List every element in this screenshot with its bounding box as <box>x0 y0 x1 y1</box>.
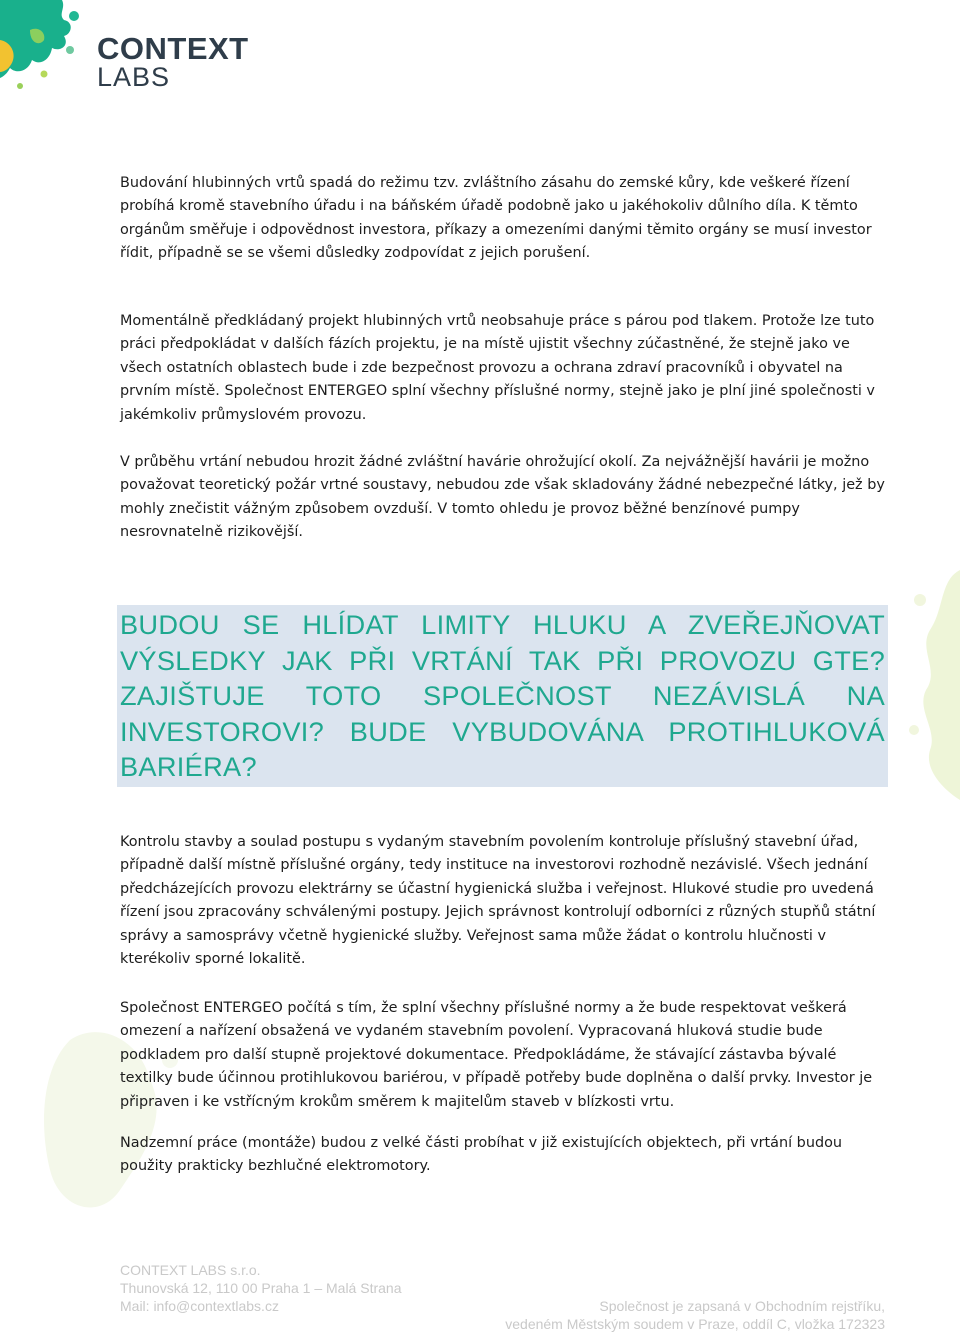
footer-mail: Mail: info@contextlabs.cz <box>120 1298 279 1314</box>
paragraph-block-4 <box>120 831 888 971</box>
logo-text-labs: LABS <box>97 62 171 92</box>
paragraph: Momentálně předkládaný projekt hlubinných vrtů neobsahuje práce s párou pod tlakem. Protože lze tuto práci předpokládat v dalších fázích projektu, je na místě ujistit všechny zúčastněné, že stejně jako ve všech ostatních oblastech bude i zde bezpečnost provozu a ochrana zdraví pracovníků i obyvatel na prvním místě. Společnost ENTERGEO splní všechny příslušné normy, stejně jako je plní jiné společnosti v jakémkoliv průmyslovém provozu. <box>120 313 875 423</box>
footer-address: Thunovská 12, 110 00 Praha 1 – Malá Strana <box>120 1280 402 1296</box>
footer-registry <box>505 1297 885 1333</box>
footer-contact <box>120 1261 401 1315</box>
paragraph: Společnost ENTERGEO počítá s tím, že splní všechny příslušné normy a že bude respektovat veškerá omezení a nařízení obsažená ve vydaném stavebním povolení. Vypracovaná hluková studie bude podkladem pro další stupně projektové dokumentace. Předpokládáme, že stávající zástavba bývalé textilky bude účinnou protihlukovou bariérou, v případě potřeby bude doplněna o další prvky. Investor je připraven i ke vstřícným krokům směrem k majitelům staveb v blízkosti vrtu. <box>120 1000 873 1110</box>
paragraph-block-5 <box>120 997 888 1114</box>
paragraph-block-6 <box>120 1132 888 1179</box>
company-logo <box>97 33 249 91</box>
paragraph-block-1 <box>120 172 888 266</box>
paragraph-block-3 <box>120 451 888 545</box>
paint-splash-right-icon <box>900 560 960 820</box>
logo-text-context: CONTEXT <box>97 31 249 66</box>
section-heading: BUDOU SE HLÍDAT LIMITY HLUKU A ZVEŘEJŇOVAT VÝSLEDKY JAK PŘI VRTÁNÍ TAK PŘI PROVOZU GTE? ZAJIŠTUJE TOTO SPOLEČNOST NEZÁVISLÁ NA INVESTOROVI? BUDE VYBUDOVÁNA PROTIHLUKOVÁ BARIÉRA? <box>120 609 885 782</box>
paragraph: Nadzemní práce (montáže) budou z velké části probíhat v již existujících objektech, při vrtání budou použity prakticky bezhlučné elektromotory. <box>120 1135 842 1175</box>
paragraph: Budování hlubinných vrtů spadá do režimu tzv. zvláštního zásahu do zemské kůry, kde veškeré řízení probíhá kromě stavebního úřadu i na báňském úřadě podobně jako u jakéhokoliv důlního díla. K těmto orgánům směřuje i odpovědnost investora, příkazy a omezeními danými těmito orgány se musí investor řídit, případně se se všemi důsledky zodpovídat z jejich porušení. <box>120 175 872 262</box>
footer-registry-line2: vedeném Městským soudem v Praze, oddíl C, vložka 172323 <box>505 1316 885 1332</box>
paint-splash-logo-icon <box>0 0 100 100</box>
paragraph-block-2 <box>120 310 888 427</box>
paragraph: V průběhu vrtání nebudou hrozit žádné zvláštní havárie ohrožující okolí. Za nejvážnější havárii je možno považovat teoretický požár vrtné soustavy, nebudou zde však skladovány žádné nebezpečné látky, jež by mohly znečistit vážným způsobem ovzduší. V tomto ohledu je provoz běžné benzínové pumpy nesrovnatelně rizikovější. <box>120 454 885 541</box>
paragraph: Kontrolu stavby a soulad postupu s vydaným stavebním povolením kontroluje příslušný stavební úřad, případně další místně příslušné orgány, tedy instituce na investorovi rozhodně nezávislé. Všech jednání předcházejících provozu elektrárny se účastní hygienická služba i veřejnost. Hlukové studie pro uvedená řízení jsou zpracovány schválenými postupy. Jejich správnost kontrolují odborníci z různých stupňů státní správy a samosprávy včetně hygienické služby. Veřejnost sama může žádat o kontrolu hlučnosti v kterékoliv sporné lokalitě. <box>120 834 876 968</box>
footer-registry-line1: Společnost je zapsaná v Obchodním rejstříku, <box>599 1298 885 1314</box>
footer-company: CONTEXT LABS s.r.o. <box>120 1262 261 1278</box>
